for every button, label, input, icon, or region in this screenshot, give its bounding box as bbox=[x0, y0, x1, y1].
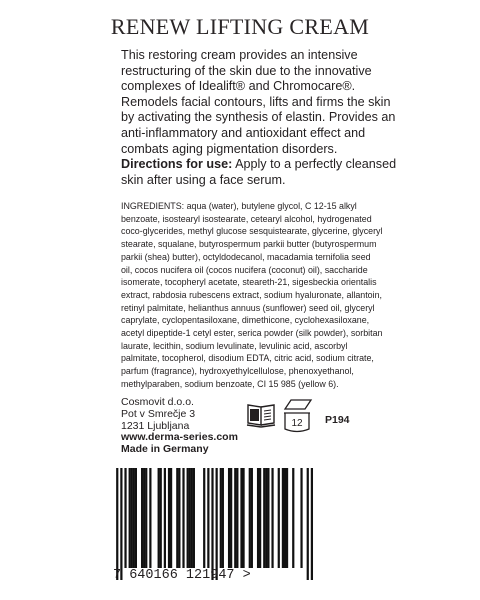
barcode-bar bbox=[129, 468, 131, 568]
barcode-bar bbox=[222, 468, 224, 568]
barcode-bar bbox=[124, 468, 126, 568]
barcode-bar bbox=[182, 468, 184, 568]
ingredients-line: coco-glycerides, methyl glucose sesquistearate, glycerine, glyceryl bbox=[121, 226, 383, 237]
description-line: combats aging pigmentation disorders. bbox=[121, 141, 338, 156]
barcode-bar bbox=[271, 468, 273, 568]
barcode-bar bbox=[145, 468, 147, 568]
product-description bbox=[121, 48, 456, 188]
barcode-bar bbox=[234, 468, 236, 568]
barcode-bar bbox=[116, 468, 118, 580]
barcode-bar bbox=[286, 468, 288, 568]
barcode-bar bbox=[240, 468, 242, 568]
ingredients-line: retinyl palmitate, helianthus annuus (sunflower) seed oil, glyceryl bbox=[121, 302, 375, 313]
barcode-bar bbox=[236, 468, 238, 568]
barcode-bar bbox=[120, 468, 122, 580]
open-jar-icon bbox=[284, 400, 311, 432]
barcode-bar bbox=[149, 468, 151, 568]
ingredients-line: INGREDIENTS: aqua (water), butylene glycol, C 12-15 alkyl bbox=[121, 201, 357, 211]
barcode-bar bbox=[189, 468, 191, 568]
barcode-bar bbox=[168, 468, 170, 568]
ingredients-line: parfum (fragrance), hydroxyethylcellulose, phenoxyethanol, bbox=[121, 366, 354, 377]
ingredients-line: isomerate, tocopheryl acetate, steareth-21, sigesbeckia orientalis bbox=[121, 277, 377, 288]
ingredients-line: palmitate, tocopherol, disodium EDTA, citric acid, sodium citrate, bbox=[121, 353, 374, 364]
barcode-bar bbox=[249, 468, 251, 568]
pao-months: 12 bbox=[291, 418, 303, 429]
barcode-bar bbox=[211, 468, 213, 580]
ingredients-line: stearate, squalane, butyrospermum parkii butter (butyrospermum bbox=[121, 239, 377, 250]
barcode-bar bbox=[158, 468, 160, 568]
barcode-bar bbox=[278, 468, 280, 568]
barcode-bar bbox=[207, 468, 209, 568]
barcode-bar bbox=[133, 468, 135, 568]
description-line: anti-inflammatory and antioxidant effect and bbox=[121, 125, 366, 140]
barcode-bar bbox=[187, 468, 189, 568]
barcode-bar bbox=[284, 468, 286, 568]
barcode-bar bbox=[311, 468, 313, 580]
company-city: 1231 Ljubljana bbox=[121, 419, 190, 432]
barcode-bar bbox=[251, 468, 253, 568]
barcode-bar bbox=[143, 468, 145, 568]
ingredients-line: extract, rabdosia rubescens extract, sodium hyaluronate, allantoin, bbox=[121, 289, 382, 300]
directions-line: Apply to a perfectly cleansed bbox=[232, 157, 397, 172]
label-symbols bbox=[245, 395, 320, 435]
barcode-bar bbox=[257, 468, 259, 568]
company-info bbox=[121, 397, 238, 456]
description-line: by activating the synthesis of elastin. Provides an bbox=[121, 110, 396, 125]
product-title: RENEW LIFTING CREAM bbox=[110, 14, 370, 39]
barcode-bar bbox=[131, 468, 133, 568]
barcode-digits: 7 640166 121947 > bbox=[113, 568, 251, 583]
company-street: Pot v Smrečje 3 bbox=[121, 407, 196, 420]
barcode-bar bbox=[176, 468, 178, 568]
barcode-bar bbox=[203, 468, 205, 568]
barcode-bar bbox=[135, 468, 137, 568]
barcode-bar bbox=[307, 468, 309, 580]
barcode-bar bbox=[164, 468, 166, 568]
directions-label: Directions for use: bbox=[121, 157, 233, 172]
barcode-bar bbox=[228, 468, 230, 568]
ingredients-list bbox=[121, 200, 461, 391]
company-website: www.derma-series.com bbox=[121, 431, 238, 444]
company-name: Cosmovit d.o.o. bbox=[121, 396, 194, 408]
ingredients-line: oil, cocos nucifera oil (cocos nucifera (coconut) oil), saccharide bbox=[121, 264, 368, 275]
barcode-bar bbox=[300, 468, 302, 568]
batch-code: P194 bbox=[325, 414, 350, 426]
barcode-bar bbox=[170, 468, 172, 568]
barcode-bar bbox=[216, 468, 218, 580]
barcode-bar bbox=[191, 468, 193, 568]
origin-text: Made in Germany bbox=[121, 443, 209, 456]
barcode-bar bbox=[141, 468, 143, 568]
barcode-bar bbox=[259, 468, 261, 568]
barcode-bar bbox=[220, 468, 222, 568]
description-line: complexes of Idealift® and Chromocare®. bbox=[121, 79, 356, 94]
barcode-bar bbox=[263, 468, 265, 568]
ingredients-line: caprylate, cyclopentasiloxane, dimethicone, cyclohexasiloxane, bbox=[121, 315, 370, 326]
description-line: Remodels facial contours, lifts and firms the skin bbox=[121, 94, 391, 109]
barcode-bar bbox=[178, 468, 180, 568]
barcode-bar bbox=[242, 468, 244, 568]
ingredients-line: laurate, lecithin, sodium levulinate, levulinic acid, ascorbyl bbox=[121, 340, 348, 351]
ingredients-line: acetyl dipeptide-1 cetyl ester, serica powder (silk powder), sorbitan bbox=[121, 328, 383, 339]
barcode-bar bbox=[230, 468, 232, 568]
barcode-bar bbox=[267, 468, 269, 568]
description-line: This restoring cream provides an intensive bbox=[121, 48, 358, 62]
barcode-bar bbox=[292, 468, 294, 568]
description-line: restructuring of the skin due to the innovative bbox=[121, 63, 372, 78]
barcode-bar bbox=[282, 468, 284, 568]
barcode-bar bbox=[265, 468, 267, 568]
ingredients-line: parkii (shea) butter), octyldodecanol, macadamia ternifolia seed bbox=[121, 251, 371, 262]
directions-line: skin after using a face serum. bbox=[121, 172, 286, 187]
barcode-bar bbox=[160, 468, 162, 568]
ingredients-line: benzoate, isostearyl isostearate, cetearyl alcohol, hydrogenated bbox=[121, 213, 372, 224]
directions-text bbox=[121, 157, 456, 173]
refer-to-booklet-icon bbox=[247, 405, 275, 427]
ingredients-line: methylparaben, sodium benzoate, CI 15 985 (yellow 6). bbox=[121, 378, 339, 389]
barcode-bar bbox=[193, 468, 195, 568]
